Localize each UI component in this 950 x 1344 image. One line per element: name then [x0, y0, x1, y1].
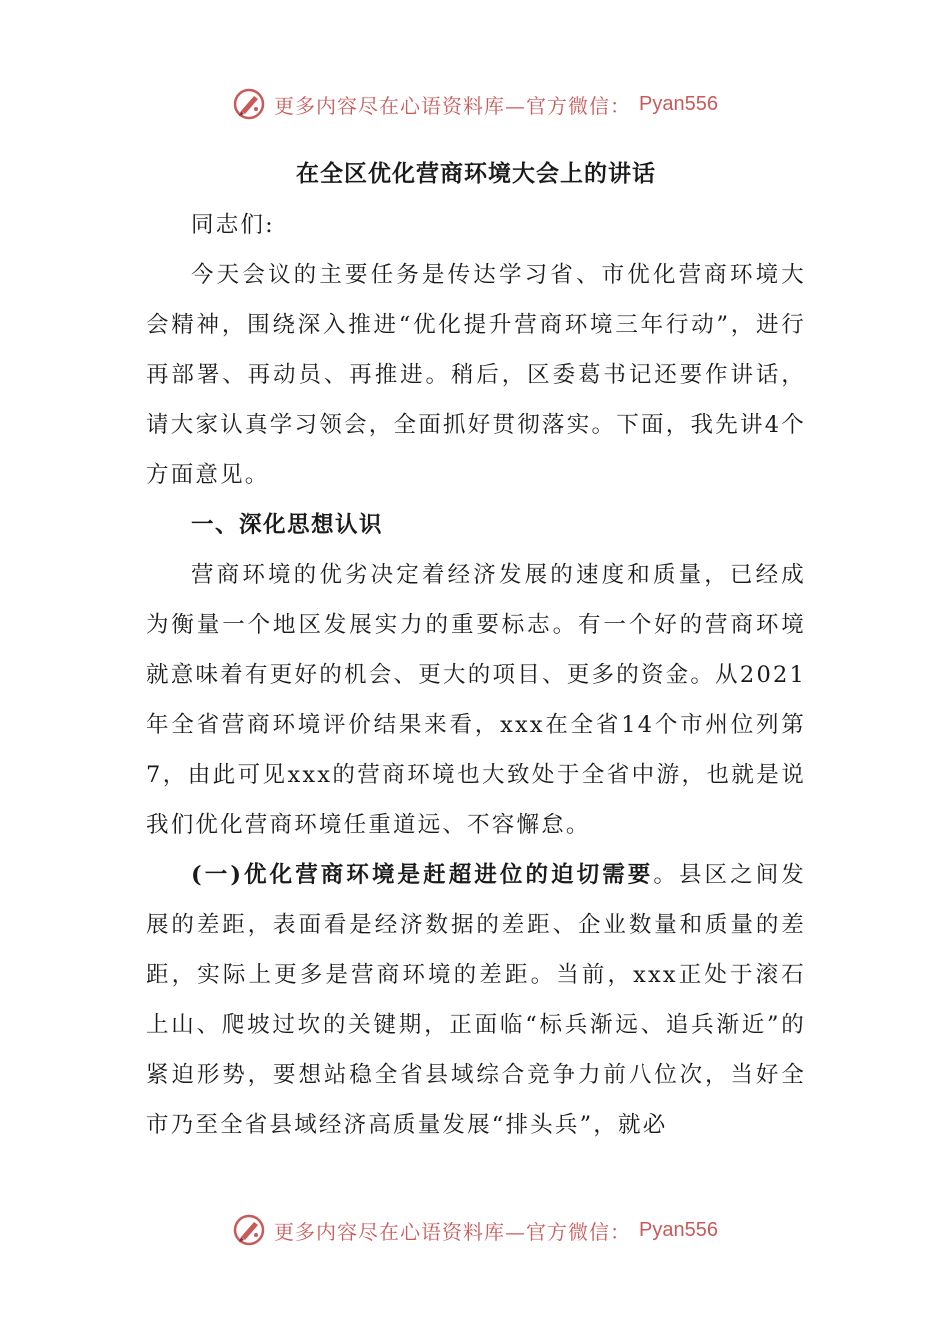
banner-text: 更多内容尽在心语资料库—官方微信：	[274, 1219, 632, 1244]
pen-seal-logo-icon	[232, 1213, 266, 1247]
salutation: 同志们:	[191, 212, 275, 238]
section-paragraph: 营商环境的优劣决定着经济发展的速度和质量，已经成为衡量一个地区发展实力的重要标志。有一个好的营商环境就意味着有更好的机会、更大的项目、更多的资金。从2021年全省营商环境评价结果来看，xxx在全省14个市州位列第7，由此可见xxx的营商环境也大致处于全省中游，也就是说我们优化营商环境任重道远、不容懈怠。	[146, 562, 806, 838]
banner-text: 更多内容尽在心语资料库—官方微信：	[274, 93, 632, 118]
section-heading: 一、深化思想认识	[191, 512, 384, 538]
banner-wechat-id: Pyan556	[639, 1218, 718, 1241]
header-watermark-banner	[0, 82, 950, 126]
document-title: 在全区优化营商环境大会上的讲话	[296, 160, 656, 187]
subsection-lead: (一)优化营商环境是赶超进位的迫切需要	[191, 862, 654, 888]
footer-watermark-banner	[0, 1208, 950, 1252]
document-body	[146, 150, 806, 1150]
banner-wechat-id: Pyan556	[639, 92, 718, 115]
subsection-text: 。县区之间发展的差距，表面看是经济数据的差距、企业数量和质量的差距，实际上更多是营商环境的差距。当前，xxx正处于滚石上山、爬坡过坎的关键期，正面临“标兵渐远、追兵渐近”的紧迫形势，要想站稳全省县域综合竞争力前八位次，当好全市乃至全省县域经济高质量发展“排头兵”，就必	[146, 862, 807, 1138]
intro-paragraph: 今天会议的主要任务是传达学习省、市优化营商环境大会精神，围绕深入推进“优化提升营商环境三年行动”，进行再部署、再动员、再推进。稍后，区委葛书记还要作讲话，请大家认真学习领会，全面抓好贯彻落实。下面，我先讲4个方面意见。	[146, 262, 806, 488]
subsection-paragraph	[146, 850, 806, 1150]
pen-seal-logo-icon	[232, 87, 266, 121]
